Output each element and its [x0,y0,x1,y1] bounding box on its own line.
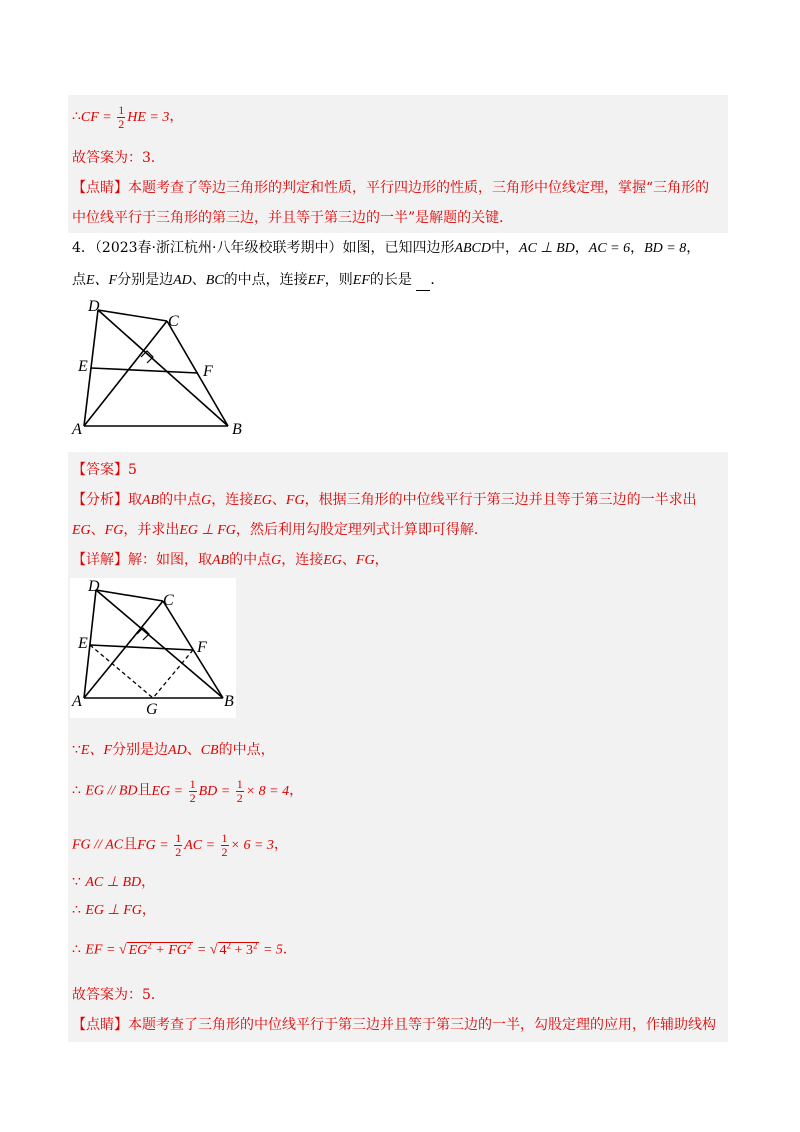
solution-step-3: FG // AC且FG = $\frac{1}{2}$ AC = $\frac{1}{2}$ × 6 = 3， [72,831,288,859]
problem-line-2: 点E、F分别是边AD、BC的中点，连接EF，则EF的长是 ． [72,270,444,291]
figure-2-quadrilateral-with-g [70,578,236,718]
final-comment: 【点睛】本题考查了三角形的中位线平行于第三边并且等于第三边的一半，勾股定理的应用，作辅助线构 [72,1017,716,1033]
figure-1-quadrilateral [70,298,250,438]
fig2-label-a: A [72,693,82,710]
fig2-label-f: F [197,639,207,656]
solution-step-1: ∵E、F分别是边AD、CB的中点， [72,742,275,758]
top-comment-1: 【点睛】本题考查了等边三角形的判定和性质，平行四边形的性质，三角形中位线定理，掌握“三角形的 [72,180,710,196]
fig2-label-d: D [88,578,100,595]
analysis-line-2: EG、FG，并求出EG ⊥ FG，然后利用勾股定理列式计算即可得解． [72,522,488,538]
solution-step-4: ∵ AC ⊥ BD， [72,874,156,890]
fig1-label-b: B [232,421,242,438]
top-cf-line: ∴CF = $\frac{1}{2}$ HE = 3， [72,103,184,131]
fig2-label-g: G [146,701,158,718]
problem-line-1: 4．（2023春·浙江杭州·八年级校联考期中）如图，已知四边形ABCD中，AC ⊥ BD，AC = 6，BD = 8， [72,240,701,256]
fig1-label-f: F [203,363,213,380]
top-comment-2: 中位线平行于三角形的第三边，并且等于第三边的一半”是解题的关键． [72,210,514,226]
solution-step-5: ∴ EG ⊥ FG， [72,902,156,918]
fig1-label-e: E [78,358,88,375]
fig2-label-c: C [163,592,174,609]
answer-line: 【答案】5 [72,462,137,478]
detail-line: 【详解】解：如图，取AB的中点G，连接EG、FG， [72,552,389,568]
analysis-line-1: 【分析】取AB的中点G，连接EG、FG，根据三角形的中位线平行于第三边并且等于第三边的一半求出 [72,492,697,508]
final-answer: 故答案为：5． [72,987,165,1003]
fig2-label-b: B [224,693,234,710]
fig1-label-c: C [168,313,179,330]
fig1-label-a: A [72,421,82,438]
fig1-label-d: D [88,298,100,315]
answer-blank [416,276,430,291]
solution-step-2: ∴ EG // BD且EG = $\frac{1}{2}$ BD = $\frac{1}{2}$ × 8 = 4， [72,777,304,805]
top-answer: 故答案为：3． [72,150,165,166]
solution-step-6: ∴ EF = √ $EG^2 + FG^2$ = √ $4^2 + 3^2 = 5$． [72,940,297,958]
fig2-label-e: E [78,635,88,652]
